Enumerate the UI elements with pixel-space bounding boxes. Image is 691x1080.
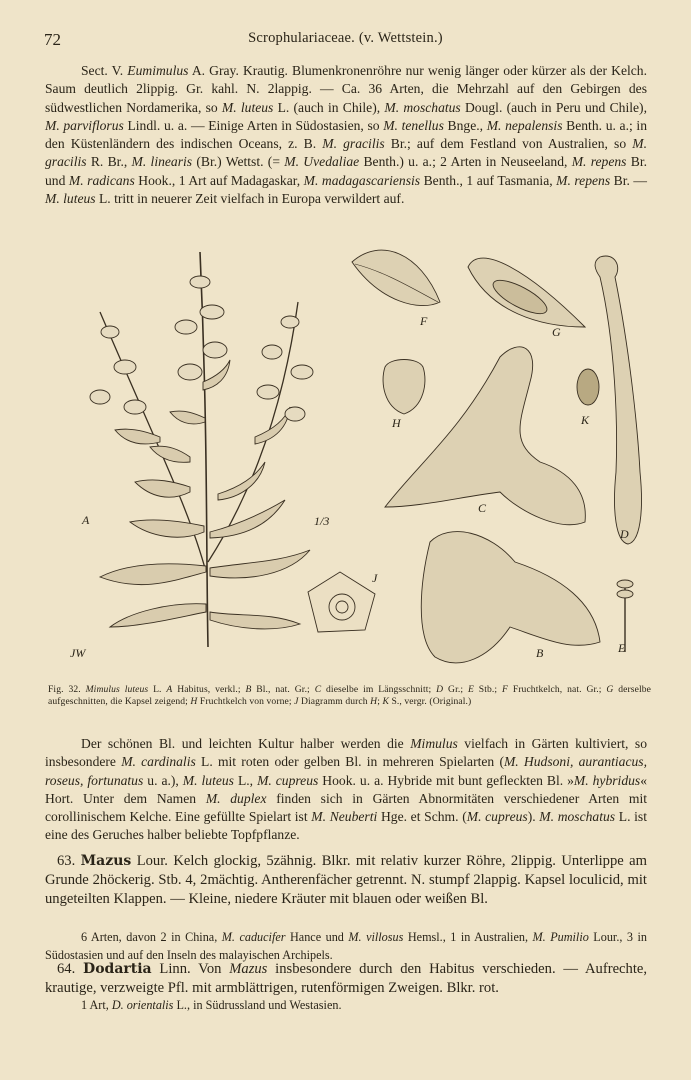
text-run: L. tritt in neuerer Zeit vielfach in Europa verwildert auf.	[95, 191, 405, 207]
italic-run: F	[502, 684, 508, 695]
italic-run: M. Uvedaliae	[284, 154, 360, 170]
italic-run: M. moschatus	[384, 99, 461, 115]
dodartia-species-note	[45, 997, 647, 1015]
italic-run: M. parviflorus	[45, 117, 124, 133]
artist-signature: JW	[70, 646, 86, 660]
text-run: L. mit roten oder gelben Bl. in mehreren Spielarten (	[195, 754, 504, 770]
italic-run: M. Hudsoni, aurantiacus, roseus, fortunatus	[45, 754, 647, 788]
italic-run: M. luteus	[182, 772, 234, 788]
seed-k	[577, 369, 599, 405]
figure-plate	[40, 232, 652, 680]
label-e: E	[618, 641, 626, 655]
habit-drawing-a	[90, 252, 313, 647]
italic-run: H	[370, 695, 378, 707]
text-run: vielfach in Gärten kultiviert, so insbesondere	[45, 736, 647, 770]
fruit-calyx-f	[352, 250, 440, 305]
italic-run: Mimulus luteus	[85, 684, 149, 695]
italic-run: M. repens	[556, 172, 611, 188]
label-b: B	[536, 646, 544, 660]
flower-b	[421, 532, 600, 663]
text-run: 64.	[57, 961, 84, 977]
italic-run: M. cardinalis	[121, 754, 196, 770]
text-run: Der schönen Bl. und leichten Kultur halber werden die	[81, 736, 411, 751]
italic-run: M. moschatus	[539, 809, 616, 825]
text-run: « Hort. Unter dem Namen	[45, 772, 648, 806]
label-scale: 1/3	[314, 514, 330, 528]
genus-63-mazus	[45, 852, 647, 910]
italic-run: M. luteus	[45, 191, 96, 207]
text-run: L.	[148, 684, 167, 695]
italic-run: K	[382, 695, 389, 707]
text-run: Diagramm durch	[298, 695, 371, 707]
text-run: Dougl. (auch in Peru und Chile),	[460, 99, 647, 115]
text-run: Fig. 32.	[48, 684, 86, 695]
italic-run: Mazus	[229, 961, 268, 977]
mimulus-illustration	[40, 232, 652, 680]
text-run: ;	[377, 695, 383, 707]
label-j: J	[372, 571, 378, 585]
running-head: Scrophulariaceae. (v. Wettstein.)	[248, 30, 443, 46]
italic-run: Mimulus	[410, 736, 458, 751]
italic-run: M. madagascariensis	[303, 172, 421, 188]
text-run: Gr.;	[443, 684, 468, 695]
text-run: Hook. u. a. Hybride mit bunt gefleckten Bl. »	[318, 772, 574, 788]
genus-name: Dodartia	[83, 961, 152, 977]
text-run: L. (auch in Chile),	[273, 99, 385, 115]
text-run: Bl., nat. Gr.;	[251, 684, 315, 695]
italic-run: M. villosus	[348, 930, 404, 944]
calyx-front-h	[383, 360, 425, 415]
text-run: Benth., 1 auf Tasmania,	[420, 172, 557, 188]
text-run: derselbe aufgeschnitten, die Kapsel zeigend;	[48, 684, 652, 707]
text-run: 1 Art,	[81, 998, 112, 1012]
italic-run: M. caducifer	[221, 930, 286, 944]
text-run: Lour. Kelch glockig, 5zähnig. Blkr. mit relativ kurzer Röhre, 2lippig. Unterlippe am Grunde 2höckerig. Stb. 4, 2mächtig. Antherenfächer getrennt. N. stumpf 2lappig. Kapsel loculicid, mit ungeteilten Klappen. — Kleine, niedere Kräuter mit blauen oder weißen Bl.	[45, 853, 648, 908]
text-run: A. Gray. Krautig. Blumenkronenröhre nur wenig länger oder kürzer als der Kelch. Saum deutlich 2lippig. Gr. kahl. N. 2lappig. — Ca. 36 Arten, die Mehrzahl auf den Gebirgen des südwestlichen Nordamerika, so	[45, 63, 647, 115]
text-run: (Br.) Wettst. (=	[192, 154, 285, 170]
text-run: S., vergr. (Original.)	[388, 695, 472, 707]
text-run: Fruchtkelch, nat. Gr.;	[507, 684, 607, 695]
text-run: L.,	[233, 772, 258, 788]
text-run: Br. —	[610, 172, 648, 188]
text-run: L. ist eine des Geruches halber beliebte Topfpflanze.	[45, 809, 647, 843]
text-run: Lindl. u. a. — Einige Arten in Südostasien, so	[123, 117, 384, 133]
figure-caption	[48, 684, 651, 707]
italic-run: Eumimulus	[127, 63, 189, 78]
text-run: Benth.) u. a.; 2 Arten in Neuseeland,	[359, 154, 572, 170]
italic-run: D	[436, 684, 444, 695]
italic-run: M. radicans	[68, 172, 135, 188]
italic-run: A	[166, 684, 173, 695]
italic-run: M. duplex	[205, 790, 267, 806]
text-run: Lour., 3 in Südostasien und auf den Inseln des malayischen Archipels.	[45, 930, 647, 962]
diagram-j	[308, 572, 375, 632]
mazus-species-note	[45, 929, 647, 964]
italic-run: M. Neuberti	[311, 809, 378, 825]
text-run: u. a.),	[143, 772, 183, 788]
text-run: Hemsl., 1 in Australien,	[403, 930, 533, 944]
page-number: 72	[44, 30, 61, 49]
italic-run: D. orientalis	[111, 998, 174, 1012]
text-run: Benth. u. a.; in den Küstenländern des indischen Oceans, z. B.	[45, 117, 648, 152]
label-c: C	[478, 501, 487, 515]
italic-run: H	[190, 695, 198, 707]
text-run: Habitus, verkl.;	[172, 684, 246, 695]
text-run: R. Br.,	[86, 154, 132, 170]
label-a: A	[82, 513, 90, 527]
genus-name: Mazus	[80, 853, 132, 869]
italic-run: M. gracilis	[45, 136, 647, 170]
text-run: Hance und	[285, 930, 349, 944]
text-run: Br.; auf dem Festland von Australien, so	[384, 136, 633, 152]
italic-run: B	[245, 684, 252, 695]
text-run: Linn. Von	[151, 961, 230, 977]
italic-run: M. cupreus	[257, 772, 319, 788]
text-run: Hge. et Schm. (	[377, 809, 467, 825]
label-k: K	[581, 413, 590, 427]
text-run: Fruchtkelch von vorne;	[197, 695, 295, 707]
garden-paragraph	[45, 735, 647, 845]
label-f: F	[420, 314, 428, 328]
label-g: G	[552, 325, 561, 339]
italic-run: G	[606, 684, 614, 695]
text-run: 6 Arten, davon 2 in China,	[81, 930, 222, 944]
italic-run: M. gracilis	[322, 136, 385, 152]
text-run: Stb.;	[473, 684, 502, 695]
genus-64-dodartia	[45, 960, 647, 998]
text-run: L., in Südrussland und Westasien.	[173, 998, 342, 1012]
italic-run: M. nepalensis	[486, 117, 563, 133]
italic-run: M. luteus	[221, 99, 274, 115]
italic-run: M. cupreus	[466, 809, 528, 825]
text-run: Sect. V.	[81, 63, 128, 78]
text-run: Br. und	[45, 154, 648, 188]
text-run: ).	[527, 809, 540, 825]
italic-run: M. tenellus	[383, 117, 444, 133]
italic-run: M. Pumilio	[532, 930, 589, 944]
italic-run: M. hybridus	[573, 772, 641, 788]
italic-run: M. linearis	[131, 154, 193, 170]
style-d	[595, 256, 641, 544]
italic-run: E	[467, 684, 474, 695]
text-run: 63.	[57, 853, 81, 869]
text-run: dieselbe im Längsschnitt;	[321, 684, 437, 695]
italic-run: C	[314, 684, 322, 695]
text-run: Hook., 1 Art auf Madagaskar,	[134, 172, 304, 188]
label-h: H	[392, 416, 401, 430]
italic-run: M. repens	[571, 154, 627, 170]
label-d: D	[620, 527, 629, 541]
section-v-paragraph	[45, 62, 647, 208]
text-run: insbesondere durch den Habitus verschieden. — Aufrechte, krautige, verzweigte Pfl. mit armblättrigen, rutenförmigen Zweigen. Blkr. rot.	[45, 961, 647, 997]
italic-run: J	[294, 695, 299, 707]
text-run: finden sich in Gärten Abnormitäten verschiedener Arten mit corollinischem Kelche. Eine gefüllte Spielart ist	[45, 790, 647, 825]
text-run: Bnge.,	[443, 117, 487, 133]
